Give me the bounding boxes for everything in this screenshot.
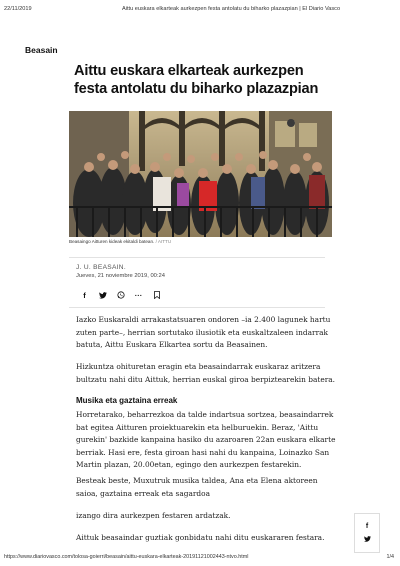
twitter-icon[interactable]	[98, 291, 107, 300]
byline-date: Jueves, 21 noviembre 2019, 00:24	[76, 273, 165, 279]
paragraph-text: Aittuk beasaindar guztiak gonbidatu nahi ditu euskararen festara.	[76, 533, 325, 542]
paragraph-text: Iazko Euskaraldi arrakastatsuaren ondoren –ia 2.400 lagunek hartu zuten parte–, herrian sortutako ilusiotik eta euskaltzaleen indarrak batuta, Aittu Euskara Elkartea sortu da Beasainen.	[76, 315, 331, 350]
article-subheading: Musika eta gaztaina erreak	[76, 396, 178, 405]
section-link[interactable]: Beasain	[25, 45, 58, 55]
photo-caption	[69, 239, 171, 244]
article-photo	[69, 111, 332, 237]
facebook-icon[interactable]: f	[365, 522, 369, 530]
twitter-icon[interactable]	[364, 536, 371, 544]
byline-author: J. U. BEASAIN.	[76, 264, 127, 271]
whatsapp-icon[interactable]	[116, 291, 125, 300]
article-paragraph	[76, 510, 340, 523]
print-footer	[4, 554, 394, 562]
divider	[69, 307, 325, 308]
divider	[69, 257, 325, 258]
caption-text: Beasaingo Aitturen kideak ekitaldi batean.	[69, 239, 155, 244]
print-page-number: 1/4	[386, 554, 394, 560]
group-photo-illustration	[69, 111, 332, 237]
caption-credit: / AITTU	[155, 239, 172, 244]
paragraph-text: Horretarako, beharrezkoa da talde indartsua sortzea, beasaindarrek bat egitea Aitturen proiektuarekin eta helburuekin. Beraz, 'Aittu gurekin' bazkide kanpaina hasiko du azaroaren 22an euskara elkarte berriak. Hasi ere, festa giroan hasi nahi du kanpaina, Loinazko San Martin plazan, 20.00etan, egingo den aurkezpen festarekin.	[76, 410, 336, 470]
bookmark-icon[interactable]	[152, 291, 161, 300]
paragraph-text: Hizkuntza ohituretan eragin eta beasaindarrak euskaraz aritzera bultzatu nahi ditu Aittuk, herrian euskal giroa berpiztearekin batera.	[76, 362, 336, 384]
article-paragraph	[76, 314, 340, 352]
article-paragraph	[76, 361, 340, 386]
article-paragraph	[76, 475, 340, 500]
print-document-title: Aittu euskara elkarteak aurkezpen festa antolatu du biharko plazazpian | El Diario Vasco	[122, 6, 341, 12]
article-headline: Aittu euskara elkarteak aurkezpen festa antolatu du biharko plazazpian	[74, 63, 319, 97]
print-date: 22/11/2019	[4, 6, 32, 12]
print-header	[4, 6, 394, 16]
article-paragraph	[76, 409, 340, 472]
floating-share-bar	[354, 513, 380, 553]
more-icon[interactable]: ···	[134, 290, 143, 300]
facebook-icon[interactable]: f	[83, 290, 86, 300]
paragraph-text: Besteak beste, Muxutruk musika taldea, Ana eta Elena aktoreen saioa, gaztaina erreak eta sagardoa	[76, 476, 318, 498]
paragraph-text: izango dira aurkezpen festaren ardatzak.	[76, 511, 231, 520]
print-url: https://www.diariovasco.com/tolosa-goierri/beasain/aittu-euskara-elkarteak-20191121002443-ntvo.html	[4, 554, 249, 560]
article-paragraph	[76, 532, 340, 545]
share-toolbar	[80, 289, 161, 301]
